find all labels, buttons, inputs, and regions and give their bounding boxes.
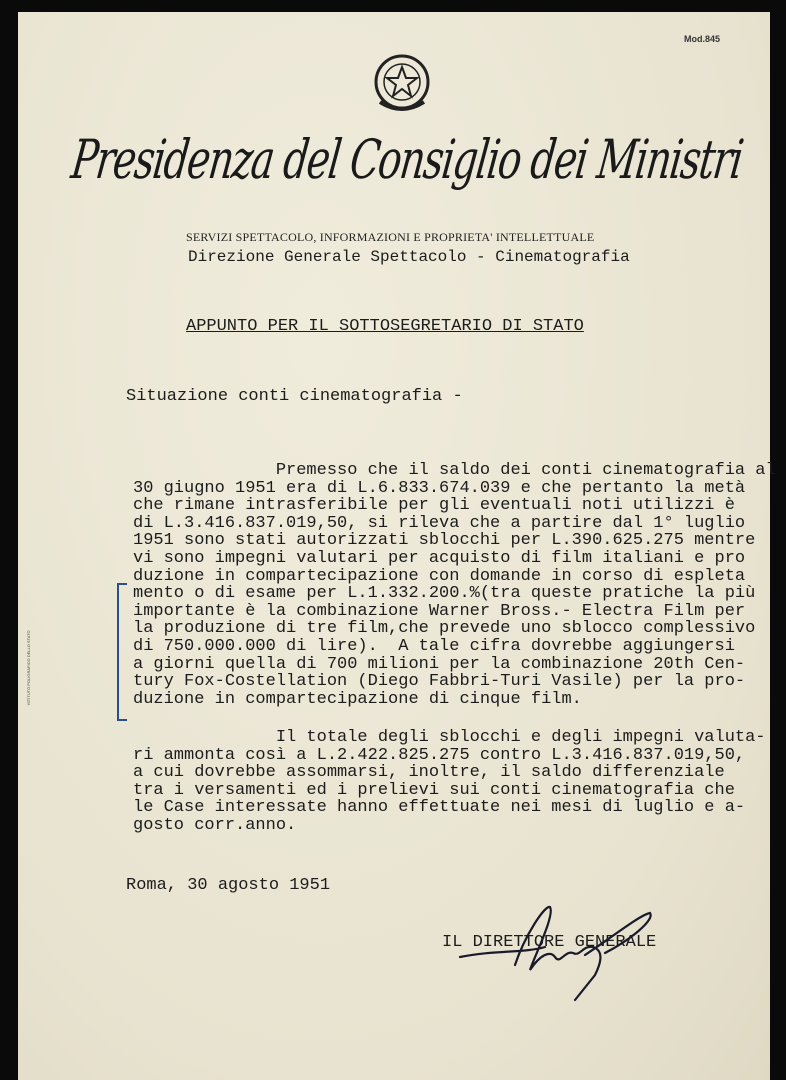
text-line: di 750.000.000 di lire). A tale cifra dovrebbe aggiungersi <box>133 636 735 656</box>
text-line: 30 giugno 1951 era di L.6.833.674.039 e che pertanto la metà <box>133 478 746 498</box>
text-line: mento o di esame per L.1.332.200.%(tra queste pratiche la più <box>133 584 756 604</box>
text-line: tury Fox-Costellation (Diego Fabbri-Turi Vasile) per la pro- <box>133 672 746 692</box>
text-line: duzione in compartecipazione con domande in corso di espleta <box>133 566 746 586</box>
form-code: Mod.845 <box>684 34 721 44</box>
place-date: Roma, 30 agosto 1951 <box>126 876 331 895</box>
republic-emblem-icon <box>370 50 434 122</box>
text-line: tra i versamenti ed i prelievi sui conti cinematografia che <box>133 780 735 800</box>
text-line: di L.3.416.837.019,50, si rileva che a partire dal 1° luglio <box>133 513 746 533</box>
text-line: a giorni quella di 700 milioni per la combinazione 20th Cen- <box>133 654 746 674</box>
paragraph-1 <box>133 462 776 708</box>
memo-title: APPUNTO PER IL SOTTOSEGRETARIO DI STATO <box>186 317 584 336</box>
text-line: che rimane intrasferibile per gli eventuali noti utilizzi è <box>133 496 735 516</box>
text-line: ri ammonta così a L.2.422.825.275 contro L.3.416.837.019,50, <box>133 745 746 765</box>
institution-title: Presidenza del Consiglio dei Ministri <box>68 128 746 191</box>
handwritten-signature <box>455 895 665 1005</box>
text-line: Il totale degli sblocchi e degli impegni valuta- <box>133 728 766 747</box>
memo-subject: Situazione conti cinematografia - <box>126 387 463 406</box>
signatory-title: IL DIRETTORE GENERALE <box>442 933 657 952</box>
text-line: a cui dovrebbe assommarsi, inoltre, il saldo differenziale <box>133 763 725 783</box>
text-line: Premesso che il saldo dei conti cinematografia al <box>133 461 776 480</box>
text-line: 1951 sono stati autorizzati sblocchi per L.390.625.275 mentre <box>133 531 756 551</box>
printer-imprint: ISTITUTO POLIGRAFICO DELLO STATO <box>26 630 31 705</box>
text-line: gosto corr.anno. <box>133 815 297 835</box>
services-line: SERVIZI SPETTACOLO, INFORMAZIONI E PROPRIETA' INTELLETTUALE <box>186 230 595 244</box>
margin-bracket-mark <box>117 583 127 721</box>
paragraph-2 <box>133 729 766 835</box>
text-line: importante è la combinazione Warner Bross.- Electra Film per <box>133 601 746 621</box>
text-line: duzione in compartecipazione di cinque film. <box>133 689 582 709</box>
directorate-line: Direzione Generale Spettacolo - Cinematografia <box>188 248 630 266</box>
text-line: la produzione di tre film,che prevede uno sblocco complessivo <box>133 619 756 639</box>
text-line: vi sono impegni valutari per acquisto di film italiani e pro <box>133 548 746 568</box>
text-line: le Case interessate hanno effettuate nei mesi di luglio e a- <box>133 798 746 818</box>
